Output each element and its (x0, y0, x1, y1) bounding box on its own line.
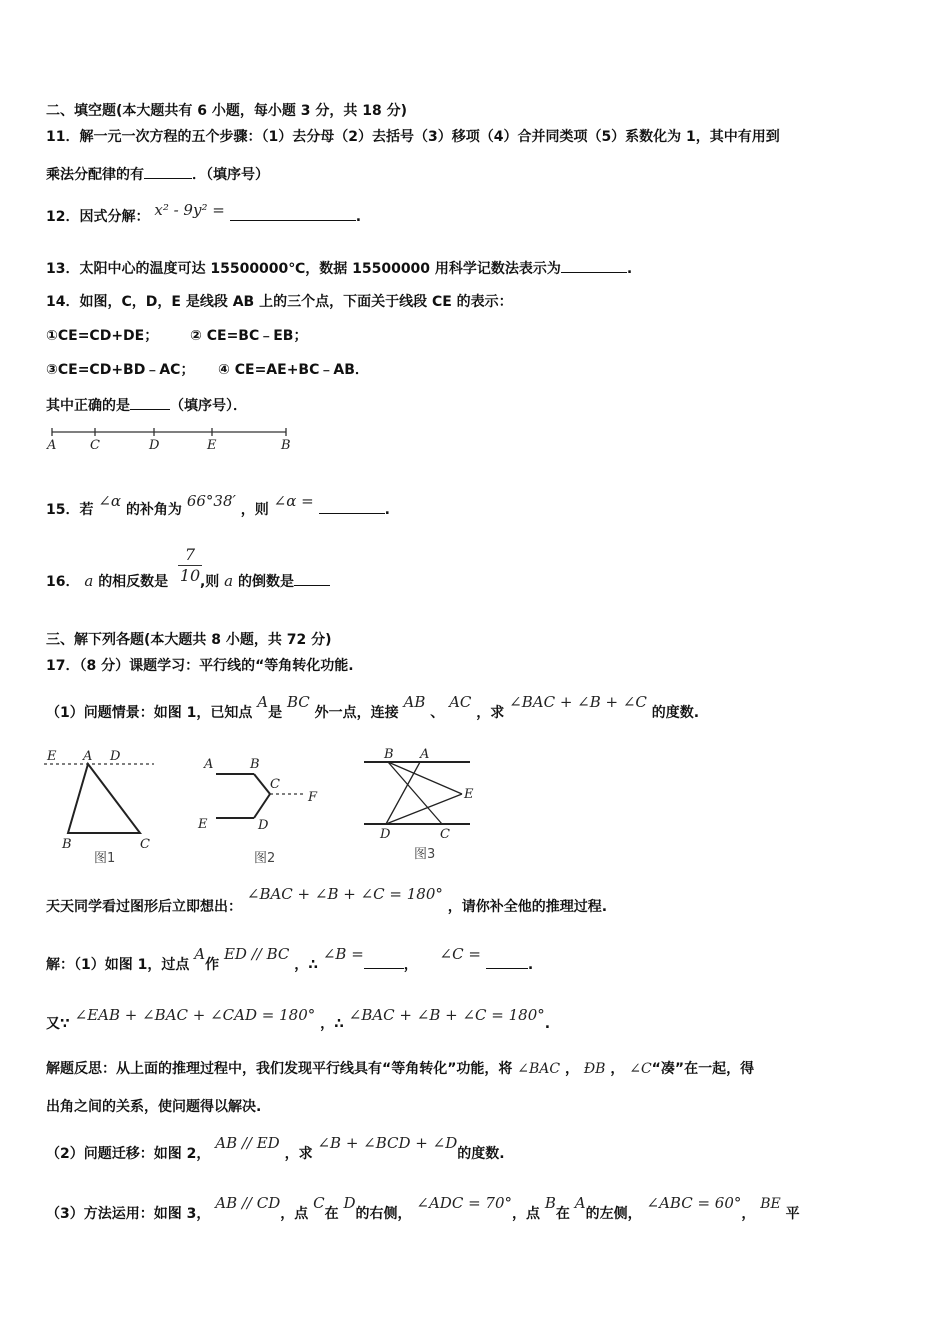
math: A (574, 1194, 586, 1212)
q17-title: 17．（8 分）课题学习：平行线的“等角转化功能. (46, 658, 354, 674)
text: ， (741, 1206, 756, 1222)
fraction (178, 545, 202, 585)
fraction-denominator: 10 (179, 566, 201, 585)
q14-text: 其中正确的是 (46, 398, 130, 414)
text: 在 (555, 1206, 570, 1222)
math: ÐB (583, 1061, 606, 1077)
q17-think (46, 885, 608, 917)
math: ∠BAC + ∠B + ∠C = 180° (246, 885, 443, 903)
label-d: D (380, 827, 391, 842)
q16-math: a (224, 572, 234, 590)
text: 平 (785, 1206, 800, 1222)
q14-stem: 14．如图，C，D，E 是线段 AB 上的三个点，下面关于线段 CE 的表示： (46, 294, 513, 310)
label-e: E (464, 787, 474, 802)
q15-end: . (384, 502, 390, 518)
label-c: C (270, 777, 280, 792)
q16-text: 16． (46, 574, 80, 590)
math: B (544, 1194, 556, 1212)
label-d: D (149, 438, 160, 453)
text: ，∴ (320, 1016, 344, 1032)
text: ， (403, 957, 418, 973)
text: . (544, 1016, 551, 1032)
label-c: C (440, 827, 450, 842)
q17-reflection (46, 1059, 754, 1079)
math: ∠C = (439, 945, 481, 963)
q12-expr: x² - 9y² = (154, 201, 225, 219)
q17-solution-1 (46, 945, 534, 975)
q16-text: ,则 (199, 574, 220, 590)
q15-line (46, 492, 390, 520)
q14-option-3: ③CE=CD+BD﹣AC； (46, 362, 195, 378)
math: ∠BAC (517, 1061, 561, 1077)
figure-caption: 图3 (414, 847, 436, 862)
text: ，点 (280, 1206, 309, 1222)
text: （1）问题情景：如图 1，已知点 (46, 705, 253, 721)
q13-end: . (626, 261, 633, 277)
q17-solution-2 (46, 1006, 551, 1034)
math: C (313, 1194, 325, 1212)
text: 在 (324, 1206, 339, 1222)
text: 解题反思：从上面的推理过程中，我们发现平行线具有“等角转化”功能，将 (46, 1061, 513, 1077)
answer-blank[interactable] (294, 571, 330, 586)
text: ，∴ (294, 957, 318, 973)
q15-text: 15．若 (46, 502, 94, 518)
triangle-abc (68, 764, 140, 833)
label-e: E (198, 817, 208, 832)
math: AB // ED (215, 1134, 280, 1152)
q15-math: 66°38′ (186, 492, 236, 510)
label-b: B (384, 747, 394, 762)
line-cd (254, 794, 270, 818)
q14-option-4: ④ CE=AE+BC﹣AB． (218, 362, 369, 378)
line-bc (254, 774, 270, 794)
q11-line2 (46, 164, 269, 185)
math: A (194, 945, 206, 963)
math: AC (449, 693, 472, 711)
q16-text: 的倒数是 (237, 574, 294, 590)
text: . (527, 957, 534, 973)
q14-text: （填序号）． (170, 398, 247, 414)
fraction-numerator: 7 (184, 545, 196, 564)
label-e: E (207, 438, 217, 453)
math: ∠B + ∠BCD + ∠D (317, 1134, 458, 1152)
label-e: E (47, 749, 57, 764)
answer-blank[interactable] (561, 258, 627, 273)
label-b: B (62, 837, 72, 852)
label-d: D (110, 749, 121, 764)
text: ，请你补全他的推理过程. (447, 899, 608, 915)
math: BE (760, 1196, 781, 1212)
label-a: A (47, 438, 57, 453)
section-title: 三、解下列各题(本大题共 8 小题，共 72 分) (46, 632, 332, 648)
math: ∠BAC + ∠B + ∠C (509, 693, 647, 711)
text: 又∵ (46, 1016, 70, 1032)
math: ∠ABC = 60° (646, 1194, 742, 1212)
text: 外一点，连接 (314, 705, 399, 721)
figure-caption: 图2 (254, 851, 276, 866)
q14-option-1: ①CE=CD+DE； (46, 328, 159, 344)
figure-3 (360, 746, 490, 866)
q15-math: ∠α (98, 492, 122, 510)
math: D (343, 1194, 356, 1212)
text: 的右侧， (355, 1206, 412, 1222)
q11-text: 乘法分配律的有 (46, 167, 144, 183)
q13-text: 13．太阳中心的温度可达 15500000℃，数据 15500000 用科学记数法表示为 (46, 261, 561, 277)
q17-part1 (46, 693, 700, 723)
q16-math: a (84, 572, 94, 590)
math: AB // CD (215, 1194, 281, 1212)
figure-2 (198, 752, 328, 870)
q15-text: 的补角为 (125, 502, 182, 518)
text: 的左侧， (585, 1206, 642, 1222)
text: 解：（1）如图 1，过点 (46, 957, 190, 973)
text: 、 (430, 705, 445, 721)
q17-reflection-line2: 出角之间的关系，使问题得以解决. (46, 1099, 262, 1115)
q13-line (46, 258, 632, 279)
q12-text: 12．因式分解： (46, 209, 150, 225)
text: 的度数. (457, 1146, 505, 1162)
answer-blank[interactable] (144, 164, 192, 179)
math: ∠ADC = 70° (416, 1194, 512, 1212)
line-de (386, 794, 462, 824)
label-c: C (90, 438, 100, 453)
text: ， (565, 1061, 579, 1077)
label-b: B (250, 757, 260, 772)
label-a: A (204, 757, 214, 772)
math: ∠EAB + ∠BAC + ∠CAD = 180° (74, 1006, 316, 1024)
math: A (257, 693, 269, 711)
math: BC (286, 693, 310, 711)
label-b: B (281, 438, 291, 453)
answer-blank[interactable] (486, 954, 528, 969)
label-a: A (83, 749, 93, 764)
figure-caption: 图1 (94, 851, 116, 866)
q12-end: . (355, 209, 362, 225)
q11-line1: 11．解一元一次方程的五个步骤：（1）去分母（2）去括号（3）移项（4）合并同类项（5）系数化为 1，其中有用到 (46, 129, 780, 145)
text: 是 (268, 705, 283, 721)
q14-ask (46, 395, 247, 416)
label-a: A (420, 747, 430, 762)
text: 作 (205, 957, 220, 973)
q14-option-2: ② CE=BC﹣EB； (190, 328, 308, 344)
text: （2）问题迁移：如图 2， (46, 1146, 211, 1162)
line-be (388, 762, 462, 794)
answer-blank[interactable] (130, 395, 170, 410)
text: 天天同学看过图形后立即想出： (46, 899, 242, 915)
label-c: C (140, 837, 150, 852)
q17-part2 (46, 1134, 505, 1164)
math: ∠B = (322, 945, 364, 963)
label-f: F (308, 790, 318, 805)
q11-text: ．（填序号） (192, 167, 269, 183)
text: “凑”在一起，得 (651, 1061, 755, 1077)
text: ，点 (512, 1206, 540, 1222)
text: ，求 (284, 1146, 313, 1162)
answer-blank[interactable] (364, 954, 404, 969)
text: ， (610, 1061, 625, 1077)
q17-part3 (46, 1194, 800, 1224)
text: ，求 (476, 705, 505, 721)
math: ED // BC (223, 945, 290, 963)
math: ∠C (629, 1061, 652, 1077)
text: （3）方法运用：如图 3， (46, 1206, 211, 1222)
text: 的度数. (651, 705, 700, 721)
section-title: 二、填空题(本大题共有 6 小题，每小题 3 分，共 18 分) (46, 103, 408, 119)
answer-blank[interactable] (319, 499, 385, 514)
math: AB (403, 693, 426, 711)
math: ∠BAC + ∠B + ∠C = 180° (348, 1006, 545, 1024)
figure-1 (44, 746, 164, 868)
q15-text: ，则 (240, 502, 269, 518)
segment-figure (46, 420, 296, 454)
answer-blank[interactable] (230, 206, 356, 221)
label-d: D (258, 818, 269, 833)
q12-line (46, 201, 362, 227)
q16-text: 的相反数是 (98, 574, 169, 590)
q15-math: ∠α = (273, 492, 314, 510)
